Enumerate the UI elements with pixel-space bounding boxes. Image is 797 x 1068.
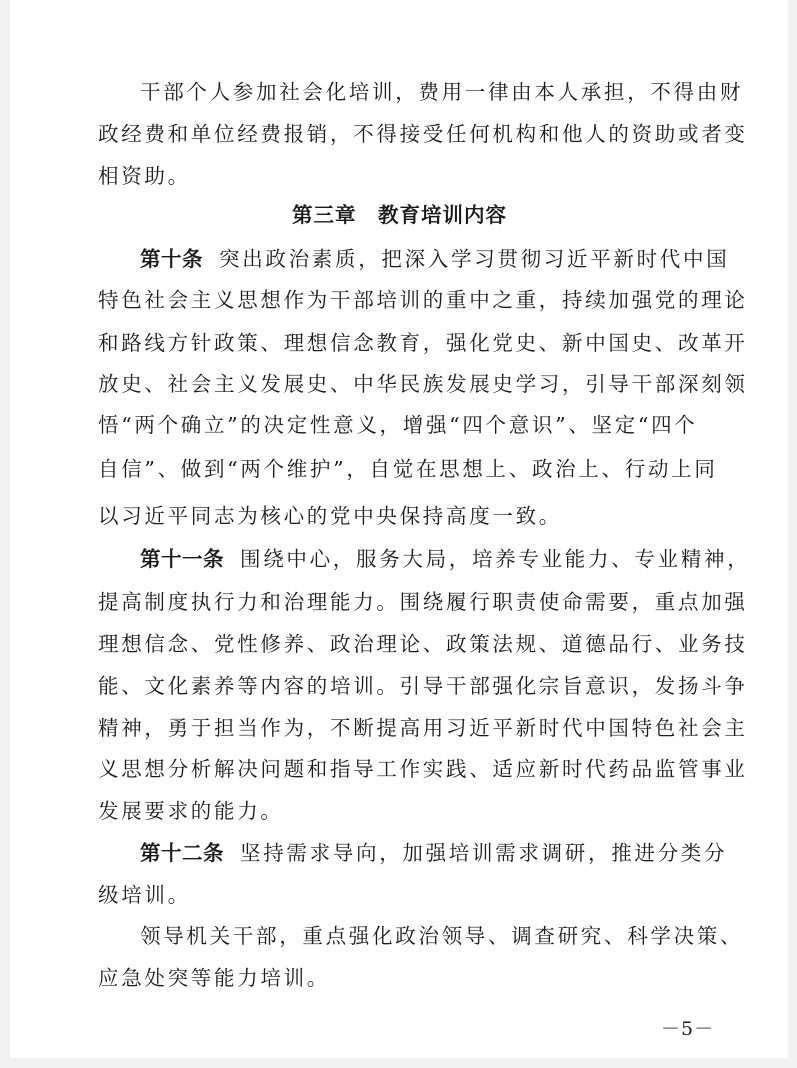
paragraph-line: 围绕中心，服务大局，培养专业能力、专业精神， [240,547,751,571]
paragraph-line: 领导机关干部，重点强化政治领导、调查研究、科学决策、 [140,924,744,948]
paragraph-line: 和路线方针政策、理想信念教育，强化党史、新中国史、改革开 [98,331,748,355]
article-10-first-line [140,249,744,270]
chapter-heading: 第三章 教育培训内容 [292,203,507,227]
paragraph-line: 提高制度执行力和治理能力。围绕履行职责使命需要，重点加强 [98,590,748,614]
paragraph-line: 干部个人参加社会化培训，费用一律由本人承担，不得由财 [140,80,744,104]
paragraph-line: 精神，勇于担当作为，不断提高用习近平新时代中国特色社会主 [98,716,748,740]
paragraph-line: 自信”、做到“两个维护”，自觉在思想上、政治上、行动上同 [98,457,718,481]
paragraph-line: 特色社会主义思想作为干部培训的重中之重，持续加强党的理论 [98,288,748,312]
article-11-label: 第十一条 [140,547,224,571]
article-11-first-line [140,547,751,571]
paragraph-line: 政经费和单位经费报销，不得接受任何机构和他人的资助或者变 [98,122,748,146]
paragraph-line: 发展要求的能力。 [98,799,284,823]
paragraph-line: 悟“两个确立”的决定性意义，增强“四个意识”、坚定“四个 [98,413,698,437]
paragraph-line: 坚持需求导向，加强培训需求调研，推进分类分 [240,841,728,865]
paragraph-line: 应急处突等能力培训。 [98,966,330,990]
paragraph-line: 能、文化素养等内容的培训。引导干部强化宗旨意识，发扬斗争 [98,674,748,698]
paragraph-line: 放史、社会主义发展史、中华民族发展史学习，引导干部深刻领 [98,372,748,396]
page-number: －5－ [661,1018,715,1040]
article-10-label: 第十条 [140,247,203,271]
article-12-label: 第十二条 [140,841,224,865]
paragraph-line: 相资助。 [98,164,191,188]
paragraph-line: 以习近平同志为核心的党中央保持高度一致。 [98,504,562,528]
paragraph-line: 理想信念、党性修养、政治理论、政策法规、道德品行、业务技 [98,632,748,656]
article-12-first-line [140,843,744,864]
paragraph-line: 突出政治素质，把深入学习贯彻习近平新时代中国 [219,247,730,271]
paragraph-line: 级培训。 [98,883,191,907]
paragraph-line: 义思想分析解决问题和指导工作实践、适应新时代药品监管事业 [98,757,748,781]
document-page [10,0,788,1058]
